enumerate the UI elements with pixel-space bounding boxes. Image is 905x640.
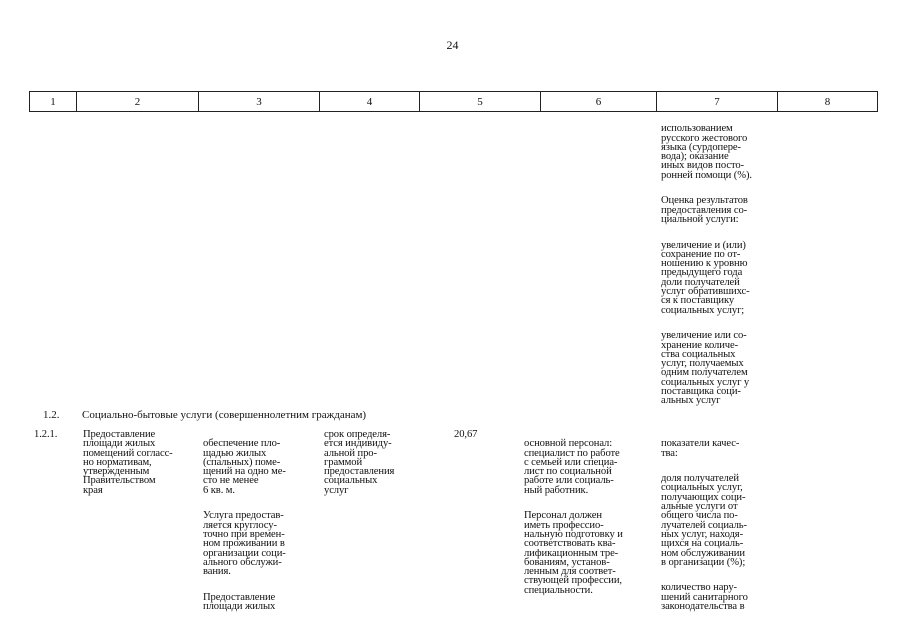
- staff-paragraph: Персонал должен иметь профессио- нальную подготовку и соответствовать ква- лификационным тре- бованиям, установ- ленным для соответ- ствующей профессии, специальности.: [524, 510, 623, 596]
- page-number: 24: [446, 38, 459, 52]
- service-description: [203, 430, 318, 628]
- indicator-paragraph: количество нару- шений санитарного законодательства в: [661, 582, 748, 613]
- description-paragraph: обеспечение пло- щадью жилых (спальных) поме- щений на одно ме- сто не менее 6 кв. м.: [203, 438, 286, 496]
- indicator-paragraph: доля получателей социальных услуг, получающих соци- альные услуги от общего числа по- лучателей социаль- ных услуг, находя- щихся на социаль- ном обслуживании в организации (%);: [661, 473, 747, 568]
- column-number-4: 4: [320, 92, 420, 112]
- staff-paragraph: основной персонал: специалист по работе с семьей или специа- лист по социальной работе или социаль- ный работник.: [524, 438, 620, 496]
- column-number-header: [29, 91, 878, 112]
- quality-indicators: [661, 430, 781, 628]
- service-term: срок определя- ется индивиду- альной про- граммой предоставления социальных услуг: [324, 429, 395, 496]
- continuation-paragraph: Оценка результатов предоставления со- циальной услуги:: [661, 195, 748, 225]
- column-number-7: 7: [657, 92, 778, 112]
- column-number-6: 6: [541, 92, 657, 112]
- continuation-paragraph: использованием русского жестового языка (сурдопере- вода); оказание иных видов посто- ронней помощи (%).: [661, 123, 752, 181]
- column-number-8: 8: [778, 92, 878, 112]
- column-number-2: 2: [77, 92, 199, 112]
- section-title: Социально-бытовые услуги (совершеннолетним гражданам): [82, 409, 367, 421]
- service-price: 20,67: [454, 429, 478, 440]
- column-number-3: 3: [199, 92, 320, 112]
- column-number-5: 5: [420, 92, 541, 112]
- description-paragraph: Услуга предостав- ляется круглосу- точно при времен- ном проживании в организации соци- ального обслужи- вания.: [203, 510, 286, 578]
- service-name: Предоставление площади жилых помещений согласс- но нормативам, утвержденным Правительством края: [83, 429, 173, 496]
- continuation-paragraph: увеличение или со- хранение количе- ства социальных услуг, получаемых одним получателем социальных услуг у поставщика соци- альных услуг: [661, 330, 750, 407]
- staff-requirements: [524, 430, 654, 611]
- indicator-paragraph: показатели качес- тва:: [661, 438, 740, 459]
- continuation-column-7: [661, 115, 781, 422]
- column-number-1: 1: [30, 92, 77, 112]
- section-number: 1.2.: [43, 409, 60, 421]
- description-paragraph: Предоставление площади жилых: [203, 591, 276, 613]
- row-number: 1.2.1.: [34, 429, 58, 440]
- continuation-paragraph: увеличение и (или) сохранение по от- ношению к уровню предыдущего года доли получателей услуг обратившихс- ся к поставщику социальных услуг;: [661, 239, 750, 316]
